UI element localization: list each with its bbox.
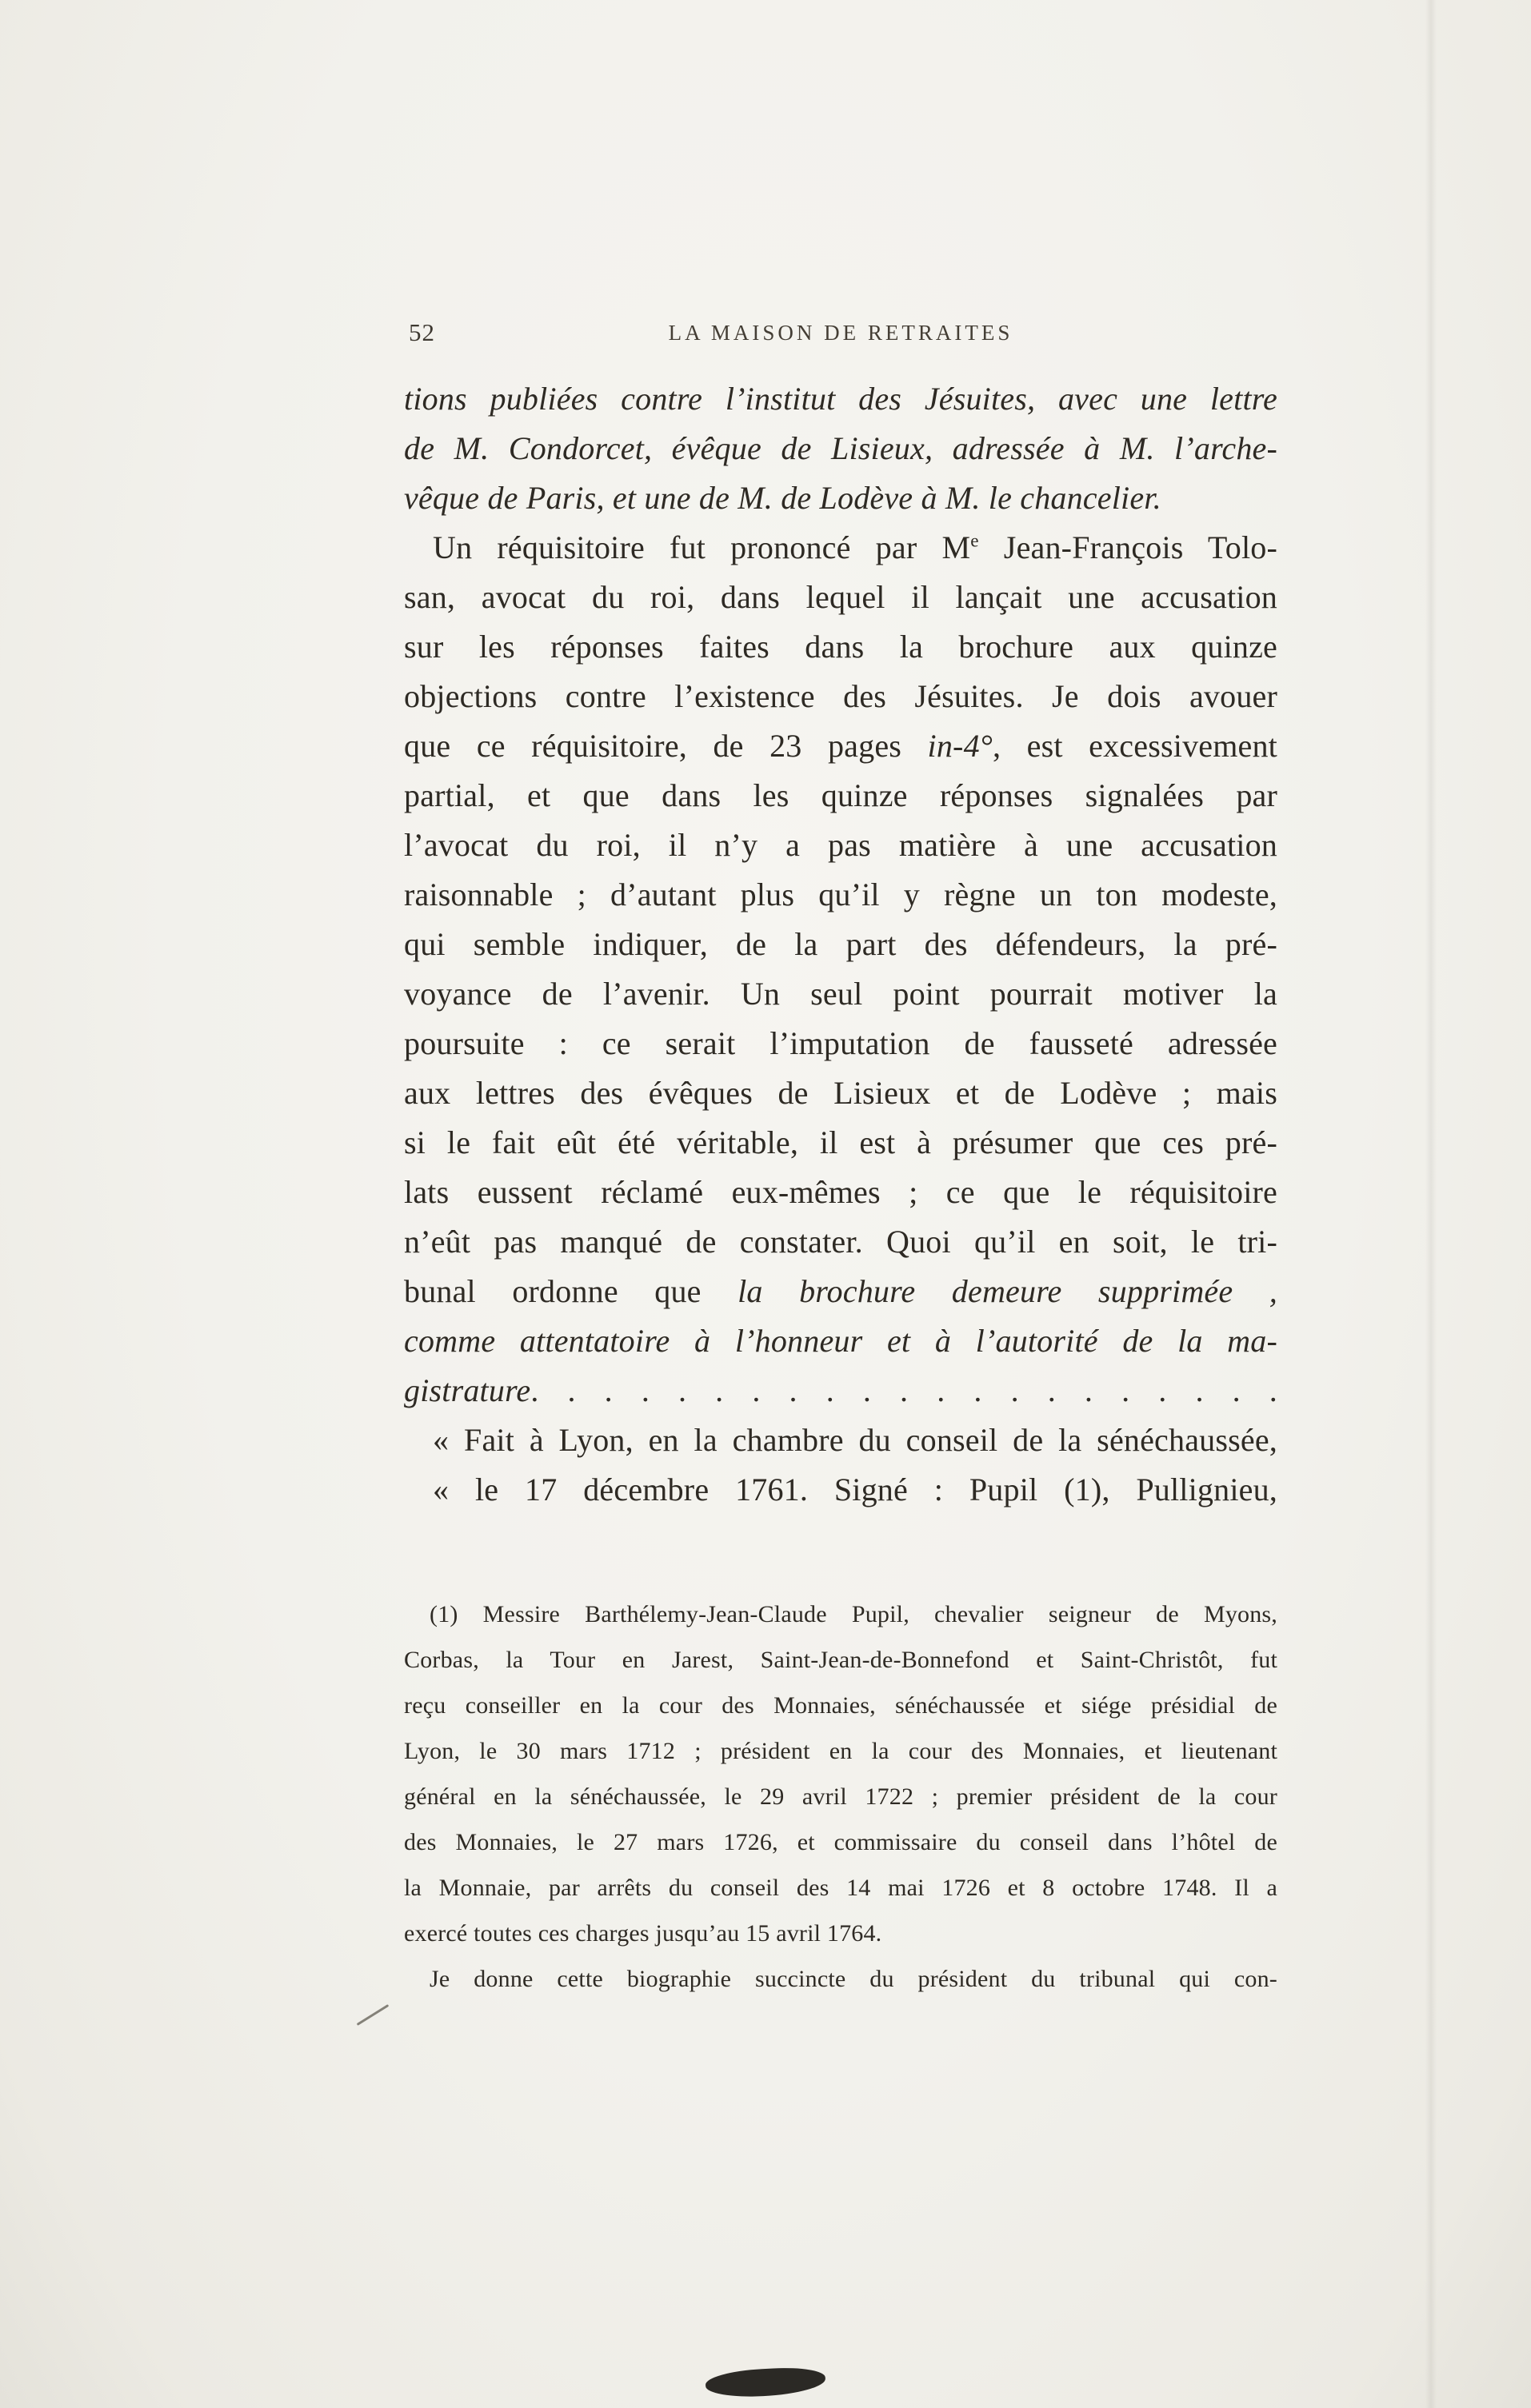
text-line: Corbas, la Tour en Jarest, Saint-Jean-de-Bonnefond et Saint-Christôt, fut (404, 1647, 1277, 1673)
continuation-paragraph (404, 374, 1277, 523)
text-line: san, avocat du roi, dans lequel il lançait une accusation (404, 579, 1277, 615)
page-fold-shadow (1425, 0, 1437, 2408)
text-line: si le fait eût été véritable, il est à présumer que ces pré- (404, 1124, 1277, 1160)
text-line: Je donne cette biographie succincte du président du tribunal qui con- (430, 1966, 1277, 1992)
text-line: Lyon, le 30 mars 1712 ; président en la cour des Monnaies, et lieutenant (404, 1738, 1277, 1764)
text-line: vêque de Paris, et une de M. de Lodève à M. le chancelier. (404, 480, 1161, 516)
text-line: (1) Messire Barthélemy-Jean-Claude Pupil, chevalier seigneur de Myons, (430, 1601, 1277, 1627)
text-line: « le 17 décembre 1761. Signé : Pupil (1), Pullignieu, (433, 1472, 1277, 1507)
text-line: Un réquisitoire fut prononcé par Me Jean-François Tolo- (433, 529, 1277, 565)
text-line: reçu conseiller en la cour des Monnaies, sénéchaussée et siége présidial de (404, 1692, 1277, 1719)
text-line: qui semble indiquer, de la part des défendeurs, la pré- (404, 926, 1277, 962)
text-line: partial, et que dans les quinze réponses signalées par (404, 777, 1277, 813)
text-line: objections contre l’existence des Jésuites. Je dois avouer (404, 678, 1277, 714)
text-line: l’avocat du roi, il n’y a pas matière à une accusation (404, 827, 1277, 863)
text-line: tions publiées contre l’institut des Jésuites, avec une lettre (404, 381, 1277, 417)
running-title: LA MAISON DE RETRAITES (668, 321, 1013, 345)
text-line: comme attentatoire à l’honneur et à l’autorité de la ma- (404, 1323, 1277, 1359)
scan-ink-smudge (705, 2366, 826, 2399)
text-line: raisonnable ; d’autant plus qu’il y règne un ton modeste, (404, 877, 1277, 912)
page-header (404, 318, 1277, 353)
text-line: exercé toutes ces charges jusqu’au 15 avril 1764. (404, 1920, 882, 1947)
page-number: 52 (409, 318, 435, 346)
text-line: poursuite : ce serait l’imputation de fausseté adressée (404, 1025, 1277, 1061)
main-paragraph (404, 523, 1277, 1416)
footnote-1 (404, 1591, 1277, 1956)
footnote (404, 1591, 1277, 2002)
text-line: n’eût pas manqué de constater. Quoi qu’il en soit, le tri- (404, 1224, 1277, 1260)
text-line: sur les réponses faites dans la brochure aux quinze (404, 629, 1277, 665)
text-line: voyance de l’avenir. Un seul point pourrait motiver la (404, 976, 1277, 1012)
footnote-2 (404, 1956, 1277, 2002)
text-line: aux lettres des évêques de Lisieux et de Lodève ; mais (404, 1075, 1277, 1111)
text-line: de M. Condorcet, évêque de Lisieux, adressée à M. l’arche- (404, 430, 1277, 466)
text-line: « Fait à Lyon, en la chambre du conseil de la sénéchaussée, (433, 1422, 1277, 1458)
text-line: général en la sénéchaussée, le 29 avril 1722 ; premier président de la cour (404, 1783, 1277, 1810)
scan-pen-mark (357, 2004, 390, 2026)
quote-paragraph (404, 1416, 1277, 1515)
body-text (404, 374, 1277, 1515)
text-line: la Monnaie, par arrêts du conseil des 14 mai 1726 et 8 octobre 1748. Il a (404, 1875, 1277, 1901)
text-line: des Monnaies, le 27 mars 1726, et commissaire du conseil dans l’hôtel de (404, 1829, 1277, 1855)
text-line: gistrature. . . . . . . . . . . . . . . . . . . . . (404, 1372, 1277, 1408)
text-line: bunal ordonne que la brochure demeure supprimée , (404, 1273, 1278, 1309)
text-line: que ce réquisitoire, de 23 pages in-4°, est excessivement (404, 728, 1277, 764)
text-line: lats eussent réclamé eux-mêmes ; ce que le réquisitoire (404, 1174, 1277, 1210)
text-block (404, 318, 1277, 2002)
